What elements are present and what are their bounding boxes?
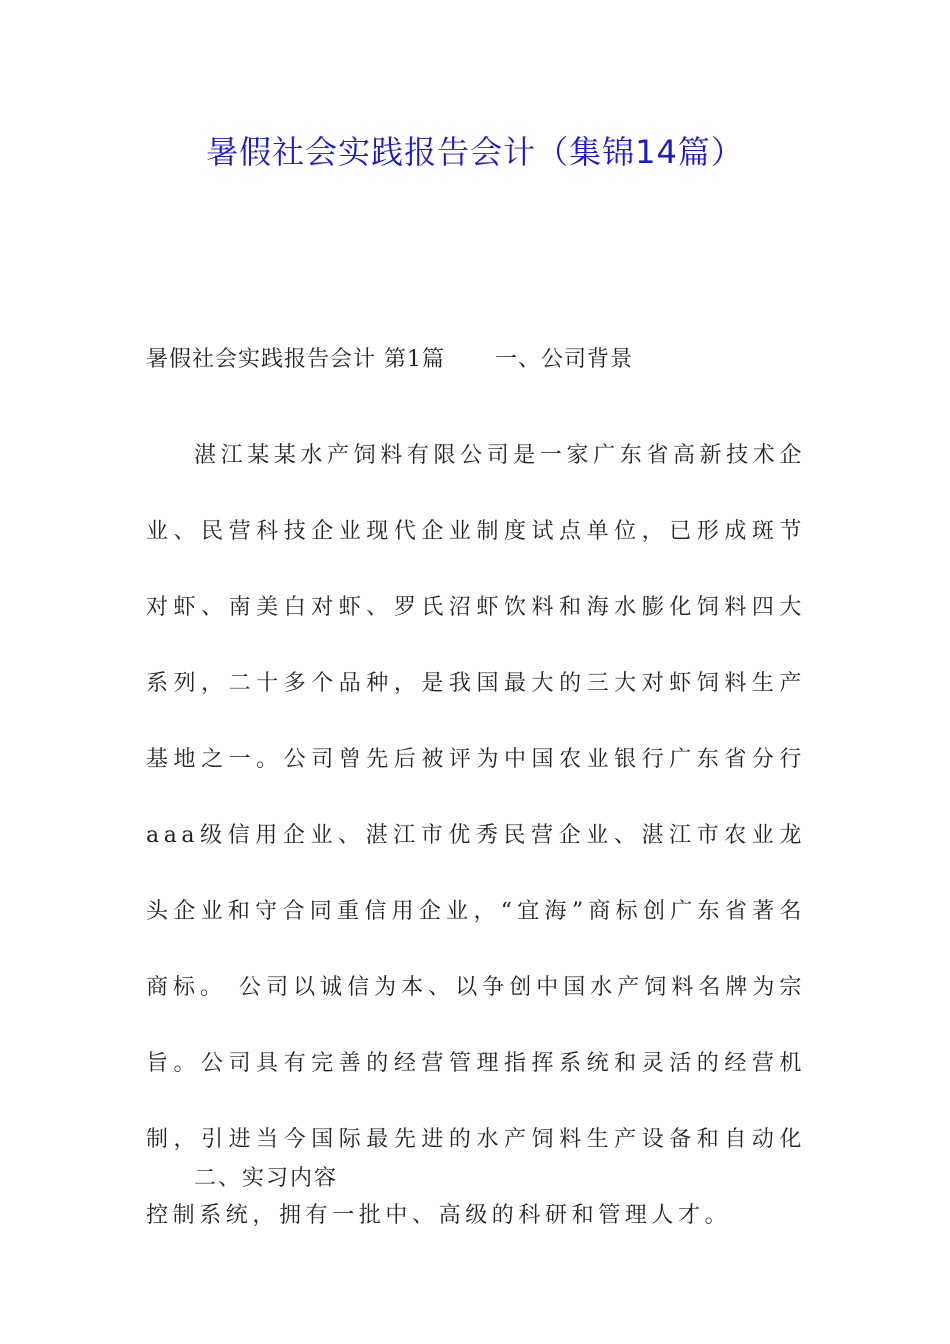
body-paragraph: 湛江某某水产饲料有限公司是一家广东省高新技术企业、民营科技企业现代企业制度试点单位，已形成斑节对虾、南美白对虾、罗氏沼虾饮料和海水膨化饲料四大系列，二十多个品种，是我国最大的三大对虾饲料生产基地之一。公司曾先后被评为中国农业银行广东省分行aaa级信用企业、湛江市优秀民营企业、湛江市农业龙头企业和守合同重信用企业，“宜海”商标创广东省著名商标。 公司以诚信为本、以争创中国水产饲料名牌为宗旨。公司具有完善的经营管理指挥系统和灵活的经营机制，引进当今国际最先进的水产饲料生产设备和自动化控制系统，拥有一批中、高级的科研和管理人才。 bbox=[146, 443, 806, 1228]
article-heading bbox=[146, 343, 806, 377]
document-title: 暑假社会实践报告会计（集锦14篇） bbox=[206, 133, 744, 171]
article-label: 暑假社会实践报告会计 第1篇 bbox=[146, 347, 445, 372]
section-heading-background: 一、公司背景 bbox=[495, 347, 634, 372]
section-heading-internship: 二、实习内容 bbox=[194, 1166, 339, 1191]
